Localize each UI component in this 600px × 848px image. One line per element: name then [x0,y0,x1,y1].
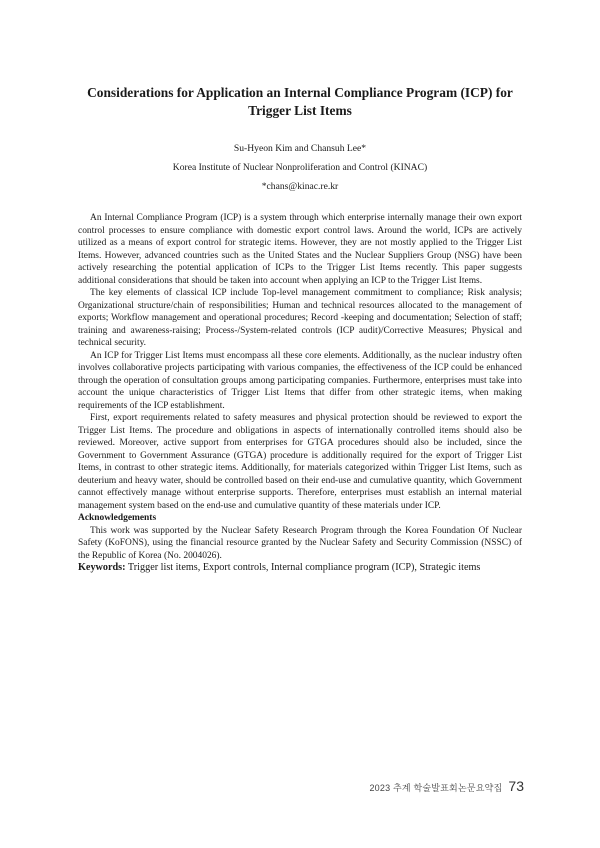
page-footer [369,778,524,794]
paragraph-4: First, export requirements related to safety measures and physical protection should be reviewed to export the Trigger List Items. The procedure and obligations in aspects of internationally controlled items should also be reviewed. Moreover, active support from enterprises for GTGA procedures should also be included, since the Government to Government Assurance (GTGA) procedure is additionally required for the export of Trigger List Items, in contrast to other strategic items. Additionally, for materials categorized within Trigger List Items, such as deuterium and heavy water, should be controlled based on their end-use and cumulative quantity, which Government cannot effectively manage without enterprise supports. Therefore, enterprises must establish an internal material management system based on the end-use and cumulative quantity of these materials under ICP. [78,413,522,511]
paragraph-3: An ICP for Trigger List Items must encompass all these core elements. Additionally, as the nuclear industry often involves collaborative projects participating with various companies, the effectiveness of the ICP could be enhanced through the operation of consultation groups among participating companies. Furthermore, enterprises must take into account the unique characteristics of Trigger List Items that differ from other strategic items, when making requirements of the ICP establishment. [78,350,522,411]
email: *chans@kinac.re.kr [261,181,339,192]
paragraph-2: The key elements of classical ICP include Top-level management commitment to compliance; Risk analysis; Organizational structure/chain of responsibilities; Human and technical resources allocated to the management of exports; Workflow management and operational procedures; Record -keeping and documentation; Selection of staff; training and awareness-raising; Process-/System-related controls (ICP audit)/Corrective Measures; Physical and technical security. [78,288,522,348]
keywords-label: Keywords: [78,562,126,573]
keywords [78,562,522,575]
page-number: 73 [508,778,524,794]
conference-name: 2023 추계 학술발표회논문요약집 [369,783,503,793]
paragraph-1: An Internal Compliance Program (ICP) is a system through which enterprise internally manage their own export control processes to ensure compliance with domestic export control laws. Around the world, ICPs are actively utilized as a means of export control for strategic items. However, they are not mostly applied to the Trigger List Items. However, advanced countries such as the United States and the Nuclear Suppliers Group (NSG) have been actively researching the potential application of ICPs to the Trigger List Items recently. This paper suggests additional considerations that should be taken into account when applying an ICP to the Trigger List Items. [78,213,522,286]
acknowledgements-text: This work was supported by the Nuclear Safety Research Program through the Korea Foundation Of Nuclear Safety (KoFONS), using the financial resource granted by the Nuclear Safety and Security Commission (NSSC) of the Republic of Korea (No. 2004026). [78,525,522,561]
affiliation: Korea Institute of Nuclear Nonproliferation and Control (KINAC) [172,162,428,173]
paper-body [78,212,522,575]
acknowledgements-heading: Acknowledgements [78,513,157,523]
authors: Su-Hyeon Kim and Chansuh Lee* [233,143,367,154]
paper-title [78,84,522,120]
author-block [0,139,600,196]
keywords-text: Trigger list items, Export controls, Internal compliance program (ICP), Strategic items [127,562,481,573]
title-line-2: Trigger List Items [248,103,352,118]
title-line-1: Considerations for Application an Internal Compliance Program (ICP) for [87,85,513,100]
